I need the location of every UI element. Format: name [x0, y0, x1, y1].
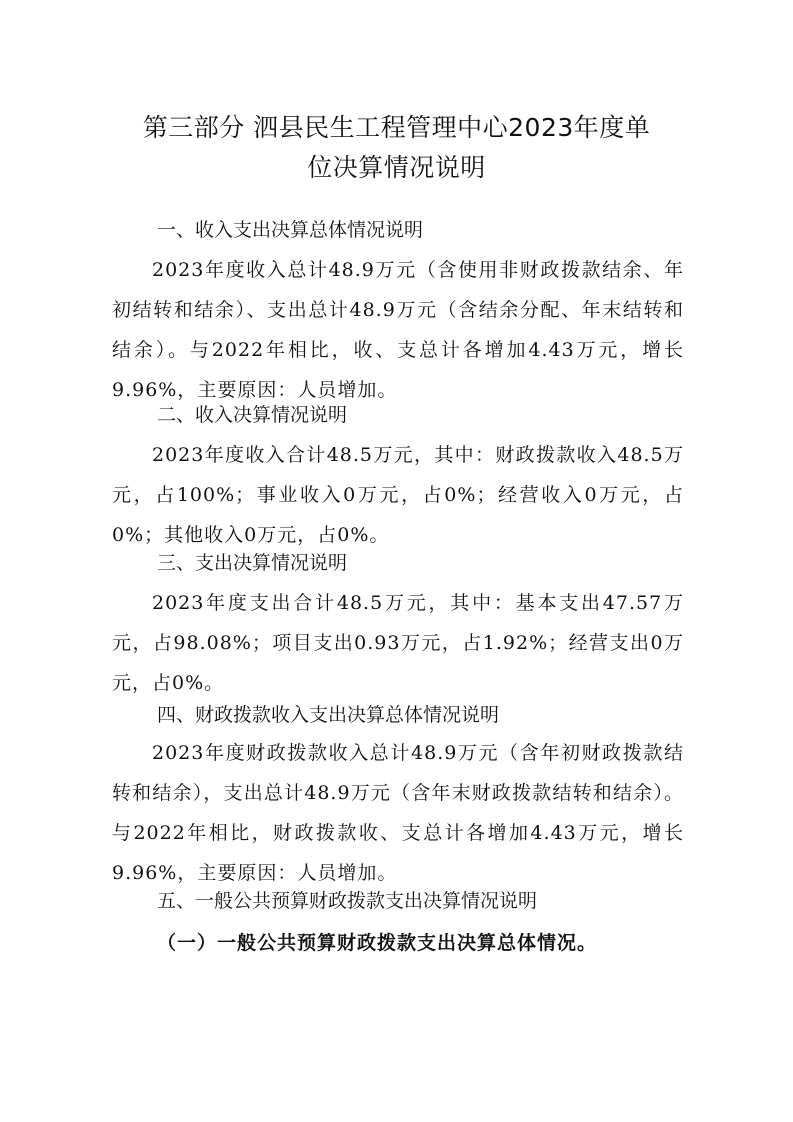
section-heading-4: 四、财政拨款收入支出决算总体情况说明: [157, 704, 500, 726]
page-title-line-2: 位决算情况说明: [307, 153, 486, 182]
section-heading-1: 一、收入支出决算总体情况说明: [157, 219, 424, 241]
section-body-1: 2023年度收入总计48.9万元（含使用非财政拨款结余、年初结转和结余）、支出总计48.9万元（含结余分配、年末结转和结余）。与2022年相比，收、支总计各增加4.43万元，增长9.96%，主要原因：人员增加。: [112, 259, 684, 401]
section-body-4: 2023年度财政拨款收入总计48.9万元（含年初财政拨款结转和结余），支出总计48.9万元（含年末财政拨款结转和结余）。与2022年相比，财政拨款收、支总计各增加4.43万元，增长9.96%，主要原因：人员增加。: [112, 742, 684, 884]
section-body-2: 2023年度收入合计48.5万元，其中：财政拨款收入48.5万元，占100%；事业收入0万元，占0%；经营收入0万元，占0%；其他收入0万元，占0%。: [112, 444, 684, 546]
section-heading-3: 三、支出决算情况说明: [157, 552, 348, 574]
section-heading-5: 五、一般公共预算财政拨款支出决算情况说明: [157, 890, 538, 912]
section-heading-2: 二、收入决算情况说明: [157, 404, 348, 426]
section-body-3: 2023年度支出合计48.5万元，其中：基本支出47.57万元，占98.08%；项目支出0.93万元，占1.92%；经营支出0万元，占0%。: [112, 592, 684, 694]
page-title-line-1: 第三部分 泗县民生工程管理中心2023年度单: [142, 113, 651, 142]
subsection-heading: （一）一般公共预算财政拨款支出决算总体情况。: [157, 932, 598, 954]
